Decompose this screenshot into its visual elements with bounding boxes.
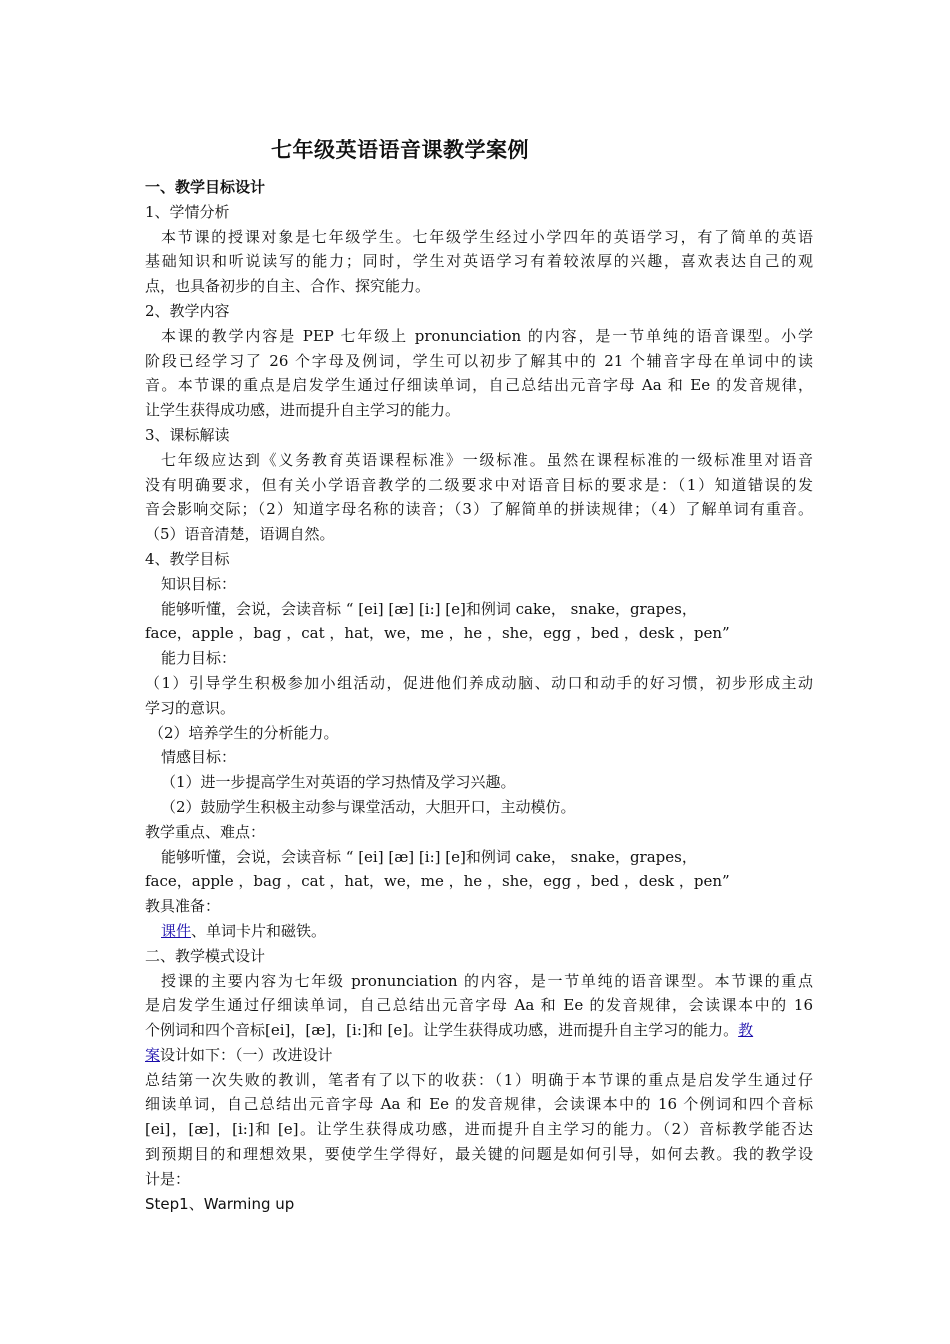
paragraph-line: （1）进一步提高学生对英语的学习热情及学习兴趣。 [161,773,516,792]
paragraph-line: 学习的意识。 [145,698,236,717]
paragraph-line: （1）引导学生积极参加小组活动，促进他们养成动脑、动口和动手的好习惯，初步形成主动 [145,673,813,692]
section-heading: 一、教学目标设计 [145,178,266,196]
paragraph-line: 音。本节课的重点是启发学生通过仔细读单词，自己总结出元音字母 Aa 和 Ee 的发音规律， [145,376,813,395]
paragraph-line: 教具准备： [145,897,221,916]
lesson-plan-link-part-2[interactable]: 案 [145,1045,161,1064]
section-2-heading: 二、教学模式设计 [145,946,266,965]
paragraph-line: 授课的主要内容为七年级 pronunciation 的内容，是一节单纯的语音课型。本节课的重点 [161,971,813,990]
step-1-heading: Step1、Warming up [145,1194,295,1213]
paragraph-line: （5）语音清楚，语调自然。 [145,525,335,544]
paragraph-line: 阶段已经学习了 26 个字母及例词，学生可以初步了解其中的 21 个辅音字母在单词中的读 [145,351,813,370]
paragraph-line: face，apple ，bag ，cat ，hat，we，me ，he ，she，egg ，bed ，desk ，pen” [145,624,730,643]
paragraph-line: 能力目标： [161,649,237,668]
paragraph-line-text: 设计如下：（一）改进设计 [160,1045,333,1064]
lesson-plan-link-part-1[interactable]: 教 [738,1021,754,1040]
section-1 [145,175,813,919]
paragraph-line: 能够听懂，会说，会读音标 “ [ei] [æ] [i:] [e]和例词 cake， snake，grapes， [161,599,697,618]
paragraph-line: （2）培养学生的分析能力。 [149,723,339,742]
paragraph-line: 七年级应达到《义务教育英语课程标准》一级标准。虽然在课程标准的一级标准里对语音 [161,450,813,469]
paragraph-line: 2、教学内容 [145,301,230,320]
paragraph-line: 音会影响交际；（2）知道字母名称的读音；（3）了解简单的拼读规律；（4）了解单词有重音。 [145,500,813,519]
paragraph-line: 到预期目的和理想效果，要使学生学得好，最关键的问题是如何引导，如何去教。我的教学设 [145,1145,813,1164]
paragraph-line: 本节课的授课对象是七年级学生。七年级学生经过小学四年的英语学习，有了简单的英语 [161,227,813,246]
paragraph-line: [ei]，[æ]，[i:]和 [e]。让学生获得成功感，进而提升自主学习的能力。（2）音标教学能否达 [145,1120,813,1139]
paragraph-line: 基础知识和听说读写的能力；同时，学生对英语学习有着较浓厚的兴趣，喜欢表达自己的观 [145,252,813,271]
paragraph-line: 细读单词，自己总结出元音字母 Aa 和 Ee 的发音规律，会读课本中的 16 个例词和四个音标 [145,1095,813,1114]
paragraph-line: 总结第一次失败的教训，笔者有了以下的收获：（1）明确于本节课的重点是启发学生通过仔 [145,1070,813,1089]
document-title: 七年级英语语音课教学案例 [271,137,529,162]
paragraph-line: 本课的教学内容是 PEP 七年级上 pronunciation 的内容，是一节单纯的语音课型。小学 [161,326,813,345]
paragraph-line [145,1018,813,1043]
paragraph-line: 是启发学生通过仔细读单词，自己总结出元音字母 Aa 和 Ee 的发音规律，会读课本中的 16 [145,996,813,1015]
tools-line-rest: 、单词卡片和磁铁。 [191,921,327,940]
paragraph-line: 计是： [145,1169,191,1188]
tools-line [145,919,813,944]
paragraph-line: 没有明确要求，但有关小学语音教学的二级要求中对语音目标的要求是：（1）知道错误的发 [145,475,813,494]
courseware-link[interactable]: 课件 [161,921,192,940]
paragraph-line: 1、学情分析 [145,202,230,221]
paragraph-line: 3、课标解读 [145,425,230,444]
paragraph-line: 点，也具备初步的自主、合作、探究能力。 [145,277,431,296]
paragraph-line: face，apple ，bag ，cat ，hat，we，me ，he ，she，egg ，bed ，desk ，pen” [145,872,730,891]
document-body [145,175,813,1216]
paragraph-line: 4、教学目标 [145,549,230,568]
paragraph-line: （2）鼓励学生积极主动参与课堂活动，大胆开口，主动模仿。 [161,797,576,816]
paragraph-line: 让学生获得成功感，进而提升自主学习的能力。 [145,401,461,420]
paragraph-line: 能够听懂，会说，会读音标 “ [ei] [æ] [i:] [e]和例词 cake， snake，grapes， [161,847,697,866]
paragraph-line: 教学重点、难点： [145,822,266,841]
paragraph-line: 情感目标： [161,748,237,767]
paragraph-line: 知识目标： [161,574,237,593]
paragraph-line [145,1043,813,1068]
paragraph-line-text: 个例词和四个音标[ei]，[æ]，[i:]和 [e]。让学生获得成功感，进而提升自主学习的能力。 [145,1021,739,1040]
